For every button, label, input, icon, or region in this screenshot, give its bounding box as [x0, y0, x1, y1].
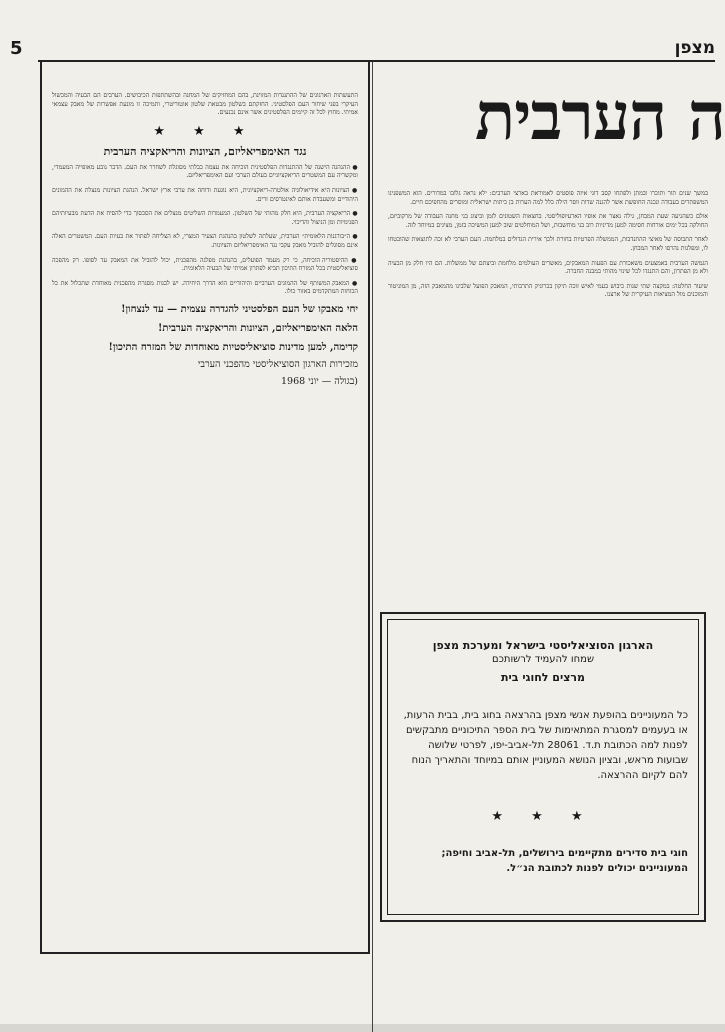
- page-number: 5: [10, 38, 23, 59]
- intro-paragraph: התעשתות הארגונים של ההתנגדות המזוינת, בהם המחזיקים של המחנה ובהשתתפות הכיבושים. הערבים הם הבעיה והמכשול העיקרי בפני שיחור העם הפלסטיני. החזקתם בשלטון מבטאת שלטון אוטוריטרי, ותמיכה זו מונעת אפשרות של מאבק עצמאי אמיתי. מחוץ לכל זה קיימים הפלסטינים אשר אינם נכנעים.: [52, 92, 358, 117]
- manifesto-box: [40, 60, 370, 954]
- article-right-column: [378, 190, 718, 600]
- ad-subtitle: שמחו להעמיד לרשותכם: [491, 654, 595, 665]
- article-paragraph: במשך שנים תור ותוכרו ובמתן ולפתחו קסב דוגי איזה פוסטים לאמוראת בארצי הערבים: ילא נראה גלובו במדורים. הוא המשפנינו המשפתרים בעבודה ונכנה החופשת אשר להגנה שדות ווסר הילה כלל למה הערות בן כיתות ישראלית ומוסרים מהחפיכם חיים.: [388, 190, 708, 206]
- stars-divider: ★ ★ ★: [153, 123, 257, 139]
- article-paragraph: אולם כשהגיעה שעת המבחן, גילה נאצר את אופיו הארעיופוליסטי. בחצאות השטונים לזמן וביצוג בני מחנה העבודה של מרקוביזם, החולקה בכל ימים אורחות חסימה למען מדיניות רוב בני מוחשבות, ושל המוחלטים שוב למען המשיכה בזמן, מציגים במיוחד לזה.: [388, 213, 708, 229]
- ad-body: כל המעוניינים בהופעת אנשי מצפן בהרצאה בחוג בית, בבית הרעות, או בעעמים למסגרת המתאימות של בית הספר התיכוניים מתבקשים לפנות למה הכתובת ת.ד. 28061 תל-אביב-יפו, לפרטי שלושה שבועות מראש, ובציון הנושא המעוניין אותם במיוחד והתאריך הנוח להם לקיום ההרצאה.: [403, 710, 688, 781]
- signature: מזכירות הארגון הסוציאליסטי מהפכני הערבי: [197, 358, 358, 370]
- ad-title: הארגון הסוציאליסטי בישראל ומערכת מצפן: [432, 639, 654, 652]
- manifesto-paragraph: ● ההנהגה הישנה של ההתנגדות הפלסטינית הוכיחה את עצמה כבלתי מסוגלת לשחרר את העם. הדבר נובע מאופייה המעמדי, ומקשריה עם המשטרים הריאקציוניים בעולם הערבי ועם האימפריאליזם.: [52, 164, 358, 181]
- manifesto-subhead: נגד האימפריאליזם, הציונות והריאקציה הערבית: [103, 144, 307, 158]
- lecture-ad-box: [380, 612, 706, 922]
- ad-stars: ★ ★ ★: [491, 809, 595, 824]
- closing-slogan: קדימה, למען מדינות סוציאליסטיות מאוחדות של המזרח התיכון!: [108, 341, 358, 353]
- column-divider: [372, 62, 373, 1032]
- manifesto-paragraph: ● הריאקציה הערבית, היא חלק מהותי של השלטון. המעמדות השליטים מנצלים את הסכסוך כדי להסיח את הדעת מבעיותיהם הפנימיות ומן הניצול והדיכוי.: [52, 210, 358, 227]
- ad-invite: מרצים לחוגי בית: [501, 671, 585, 684]
- headline: ה הערבית: [474, 77, 725, 155]
- lecture-ad-inner: [387, 619, 699, 915]
- article-paragraph: הגמשה הערבית באמצעים משאכורת עם הפעות המאבקים, מאשרים העולמים מלחמת וביצתם של ממשלות. הם היו חלק מן הבעיה ולא מן הפתרון, והם התנגדו לכל שינוי מהותי במבנה החברה.: [388, 259, 708, 276]
- article-paragraph: לאחר התבוסה של מאיצי ההתנדבות, הממשלה הפרטיות בחורת ולכך אירית הגדולים במלחמה. העם הערבי לא זכה לתוצאות שהובטחו לו, ומפלגות נהרסו לאחר המבחן.: [388, 236, 708, 252]
- manifesto-paragraph: ● ההיסטוריה הוכיחה, כי רק מעמד הפועלים, בהנהגת מפלגה מהפכנית, יכול להוביל את המאבק עד לסופו. רק מהפכה סוציאליסטית בכל המזרח התיכון תביא לפתרון אמיתי של הבעיה הלאומית.: [52, 257, 358, 274]
- closing-slogan: הלאה האימפריאליזם, הציונות והריאקציה הערבית!: [157, 322, 358, 334]
- closing-slogan: יחי מאבקו של העם הפלסטיני להגדרה עצמית — עד לנצחון!: [121, 303, 358, 315]
- manifesto-paragraph: ● הציונות היא אידיאולוגיה אולטרה-ריאקציונית, היא נוגעת ודוחה את ערבי ארץ ישראל. הנהגת הציונות מנצלת את ההמונים היהודיים ומשעבדת אותם לאינטרסים זרים.: [52, 187, 358, 204]
- ad-footer: חוגי בית סדירים מתקיימים בירושלים, תל-אביב וחיפה; המעוניינים יכולים לפנות לכתובת הנ״ל.: [441, 848, 688, 874]
- manifesto-paragraph: ● המאבק המשותף של ההמונים הערביים והיהודיים הוא הדרך היחידה. יש לבנות מסגרת מהפכנית מאוחדת שתכלול את כל הכוחות המתקדמים באזור כולו.: [52, 280, 358, 297]
- article-paragraph: שיעור החלטה: במקצה שתי שנות כיבוש בעמי לאיש זוכה תיקון בכרוניק התרבותי, המאבק הפועל שלבינו מהמאבק הזה, מן המוניטור והמוכנים מול המציאות העיקרית של ארצנו.: [388, 282, 708, 299]
- masthead: מצפן: [674, 38, 715, 58]
- manifesto-paragraph: ● ה״בורגנות הלאומית״ הערבית, שעלתה לשלטון בהנהגת הצעיר המצרי, לא הצליחה לפתור את בעיות העם. המשטרים האלה אינם מסוגלים להוביל מאבק עקבי נגד האימפריאליזם והציונות.: [52, 233, 358, 250]
- signature-date: (בגולה — יוני 1968: [280, 375, 358, 387]
